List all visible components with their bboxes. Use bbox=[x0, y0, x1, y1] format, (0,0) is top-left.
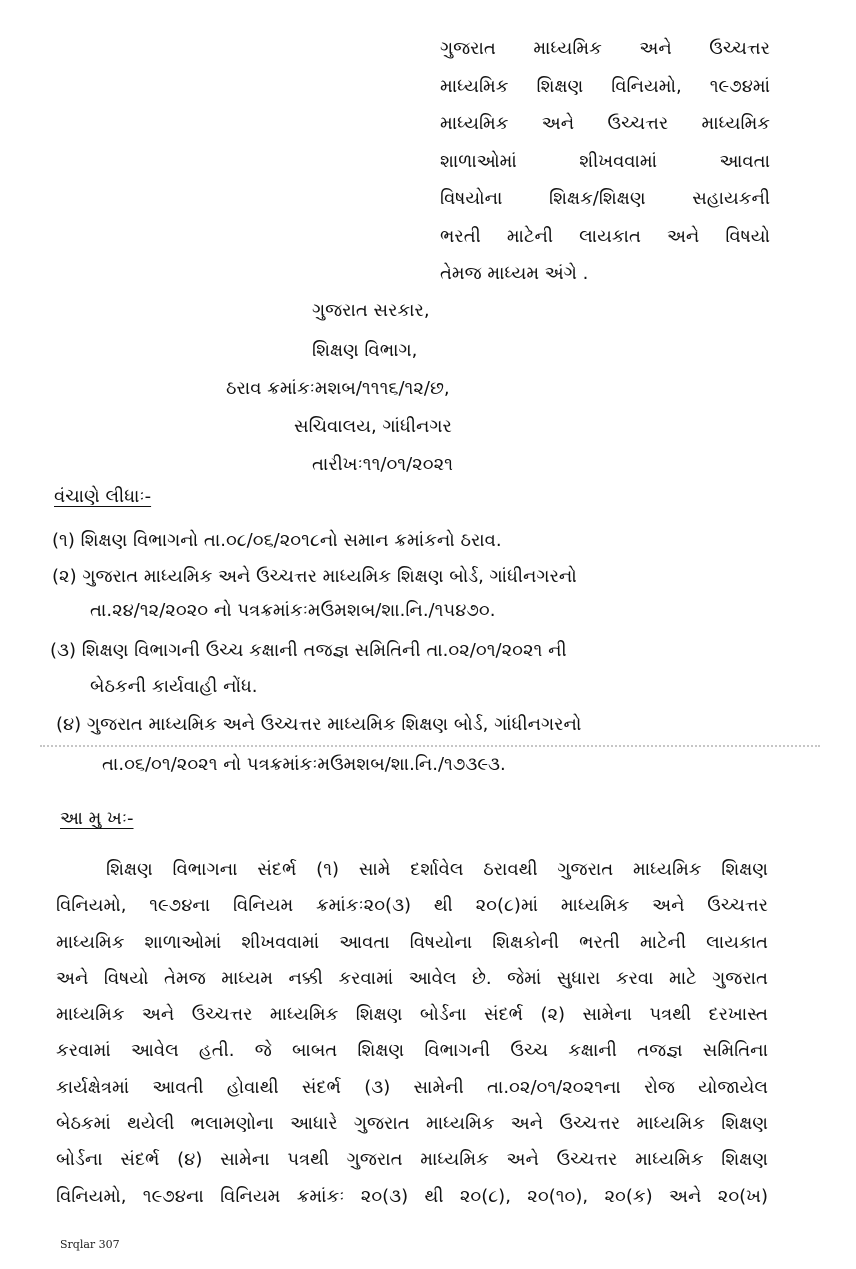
paragraph-line: બેઠકમાં થયેલી ભલામણોના આધારે ગુજરાત માધ્યમિક અને ઉચ્ચત્તર માધ્યમિક શિક્ષણ bbox=[56, 1113, 768, 1135]
paragraph-line: માધ્યમિક શાળાઓમાં શીખવવામાં આવતા વિષયોના શિક્ષકોની ભરતી માટેની લાયકાત bbox=[56, 931, 768, 953]
subject-line: તેમજ માધ્યમ અંગે . bbox=[440, 263, 589, 284]
preamble-paragraph bbox=[56, 852, 768, 1215]
subject-line: ગુજરાત માધ્યમિક અને ઉચ્ચત્તર bbox=[440, 38, 770, 59]
subject-line: શાળાઓમાં શીખવવામાં આવતા bbox=[440, 150, 770, 172]
footer-mark: Srqlar 307 bbox=[60, 1238, 120, 1251]
preamble-heading: આ મુ ખઃ- bbox=[60, 808, 134, 829]
reference-item-continued: તા.૨૪/૧૨/૨૦૨૦ નો પત્રક્રમાંકઃમઉમશબ/શા.નિ./૧૫૪૭૦. bbox=[90, 600, 496, 621]
reference-item-continued: બેઠકની કાર્યવાહી નોંધ. bbox=[90, 676, 258, 697]
paragraph-line: વિનિયમો, ૧૯૭૪ના વિનિયમ ક્રમાંકઃ ૨૦(૩) થી ૨૦(૮), ૨૦(૧૦), ૨૦(ક) અને ૨૦(ખ) bbox=[56, 1185, 768, 1207]
reference-item-continued: તા.૦૬/૦૧/૨૦૨૧ નો પત્રક્રમાંકઃમઉમશબ/શા.નિ./૧૭૩૯૩. bbox=[102, 754, 506, 775]
subject-line: માધ્યમિક અને ઉચ્ચત્તર માધ્યમિક bbox=[440, 113, 770, 134]
reference-item: (૨) ગુજરાત માધ્યમિક અને ઉચ્ચત્તર માધ્યમિક શિક્ષણ બોર્ડ, ગાંધીનગરનો bbox=[52, 566, 577, 587]
paragraph-line: શિક્ષણ વિભાગના સંદર્ભ (૧) સામે દર્શાવેલ ઠરાવથી ગુજરાત માધ્યમિક શિક્ષણ bbox=[106, 859, 768, 880]
reference-item: (૪) ગુજરાત માધ્યમિક અને ઉચ્ચત્તર માધ્યમિક શિક્ષણ બોર્ડ, ગાંધીનગરનો bbox=[56, 714, 582, 735]
reference-item: (૩) શિક્ષણ વિભાગની ઉચ્ચ કક્ષાની તજજ્ઞ સમિતિની તા.૦૨/૦૧/૨૦૨૧ ની bbox=[50, 640, 567, 661]
subject-line: વિષયોના શિક્ષક/શિક્ષણ સહાયકની bbox=[440, 188, 770, 209]
paragraph-line: કરવામાં આવેલ હતી. જે બાબત શિક્ષણ વિભાગની ઉચ્ચ કક્ષાની તજજ્ઞ સમિતિના bbox=[56, 1040, 768, 1062]
office-place: સચિવાલય, ગાંધીનગર bbox=[294, 416, 452, 437]
subject-line: ભરતી માટેની લાયકાત અને વિષયો bbox=[440, 225, 770, 247]
paragraph-line: વિનિયમો, ૧૯૭૪ના વિનિયમ ક્રમાંકઃ૨૦(૩) થી ૨૦(૮)માં માધ્યમિક અને ઉચ્ચત્તર bbox=[56, 895, 768, 917]
resolution-number: ઠરાવ ક્રમાંકઃમશબ/૧૧૧૬/૧૨/છ, bbox=[226, 378, 450, 399]
scan-artifact-dots bbox=[40, 745, 820, 749]
subject-block bbox=[440, 30, 770, 293]
subject-line: માધ્યમિક શિક્ષણ વિનિયમો, ૧૯૭૪માં bbox=[440, 75, 770, 97]
paragraph-line: અને વિષયો તેમજ માધ્યમ નક્કી કરવામાં આવેલ છે. જેમાં સુધારા કરવા માટે ગુજરાત bbox=[56, 967, 768, 989]
department-name: શિક્ષણ વિભાગ, bbox=[312, 340, 418, 361]
reference-item: (૧) શિક્ષણ વિભાગનો તા.૦૮/૦૬/૨૦૧૮નો સમાન ક્રમાંકનો ઠરાવ. bbox=[52, 530, 502, 551]
read-heading: વંચાણે લીધાઃ- bbox=[54, 486, 152, 507]
government-name: ગુજરાત સરકાર, bbox=[312, 300, 430, 321]
paragraph-line: બોર્ડના સંદર્ભ (૪) સામેના પત્રથી ગુજરાત માધ્યમિક અને ઉચ્ચત્તર માધ્યમિક શિક્ષણ bbox=[56, 1149, 768, 1171]
paragraph-line: માધ્યમિક અને ઉચ્ચત્તર માધ્યમિક શિક્ષણ બોર્ડના સંદર્ભ (૨) સામેના પત્રથી દરખાસ્ત bbox=[56, 1004, 768, 1026]
paragraph-line: કાર્યક્ષેત્રમાં આવતી હોવાથી સંદર્ભ (૩) સામેની તા.૦૨/૦૧/૨૦૨૧ના રોજ યોજાયેલ bbox=[56, 1076, 768, 1098]
resolution-date: તારીખઃ૧૧/૦૧/૨૦૨૧ bbox=[312, 454, 453, 475]
